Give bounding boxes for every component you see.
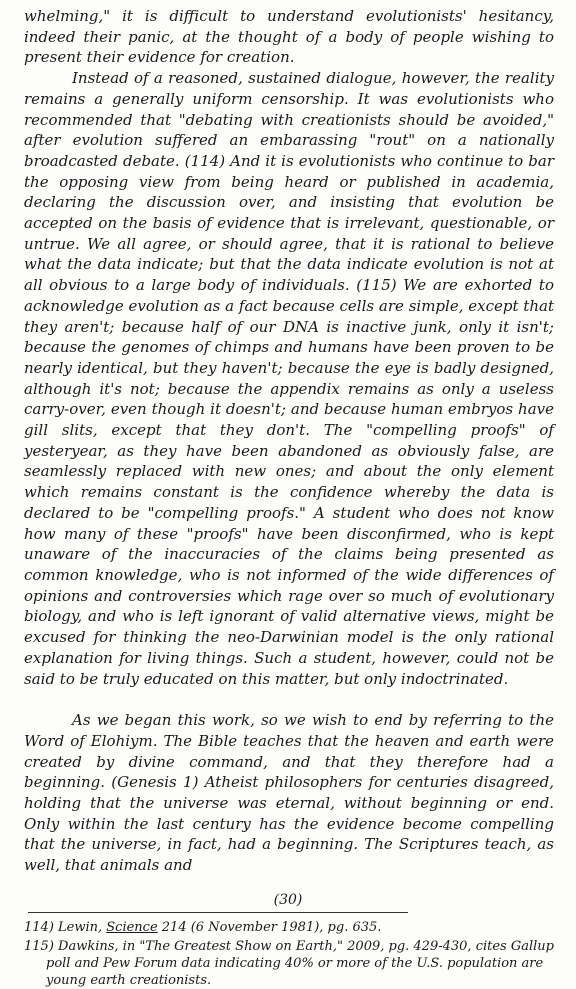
footnote-115: 115) Dawkins, in "The Greatest Show on Earth," 2009, pg. 429-430, cites Gallup poll and Pew Forum data indicating 40% or more of the U.S. population are young earth creationists.	[24, 938, 554, 988]
paragraph-gap	[24, 689, 554, 710]
page-number: (30)	[273, 892, 303, 908]
footnote-114-suffix: 214 (6 November 1981), pg. 635.	[157, 919, 382, 935]
paragraph-continued: whelming," it is difficult to understand evolutionists' hesitancy, indeed their panic, at the thought of a body of people wishing to present their evidence for creation.	[24, 7, 554, 67]
paragraph-censorship: Instead of a reasoned, sustained dialogue, however, the reality remains a generally uniform censorship. It was evolutionists who recommended that "debating with creationists should be avoided," after evolution suffered an embarassing "rout" on a nationally broadcasted debate. (114) And it is evolutionists who continue to bar the opposing view from being heard or published in academia, declaring the discussion over, and insisting that evolution be accepted on the basis of evidence that is irrelevant, questionable, or untrue. We all agree, or should agree, that it is rational to believe what the data indicate; but that the data indicate evolution is not at all obvious to a large body of individuals. (115) We are exhorted to acknowledge evolution as a fact because cells are simple, except that they aren't; because half of our DNA is inactive junk, only it isn't; because the genomes of chimps and humans have been proven to be nearly identical, but they haven't; because the eye is badly designed, although it's not; because the appendix remains as only a useless carry-over, even though it doesn't; and because human embryos have gill slits, except that they don't. The "compelling proofs" of yesteryear, as they have been abandoned as obviously false, are seamlessly replaced with new ones; and about the only element which remains constant is the confidence whereby the data is declared to be "compelling proofs." A student who does not know how many of these "proofs" have been disconfirmed, who is kept unaware of the inaccuracies of the claims being presented as common knowledge, who is not informed of the wide differences of opinions and controversies which rage over so much of evolutionary biology, and who is left ignorant of valid alternative views, might be excused for thinking the neo-Darwinian model is the only rational explanation for living things. Such a student, however, could not be said to be truly educated on this matter, but only indoctrinated.	[24, 69, 554, 688]
paragraph-word-of-elohiym: As we began this work, so we wish to end by referring to the Word of Elohiym. The Bible teaches that the heaven and earth were created by divine command, and that they therefore had a beginning. (Genesis 1) Atheist philosophers for centuries disagreed, holding that the universe was eternal, without beginning or end. Only within the last century has the evidence become compelling that the universe, in fact, had a beginning. The Scriptures teach, as well, that animals and	[24, 711, 554, 875]
footnote-114	[24, 919, 554, 936]
footnote-114-prefix: 114) Lewin,	[24, 919, 107, 935]
footnote-divider	[28, 912, 408, 913]
footnote-114-journal: Science	[106, 919, 158, 935]
